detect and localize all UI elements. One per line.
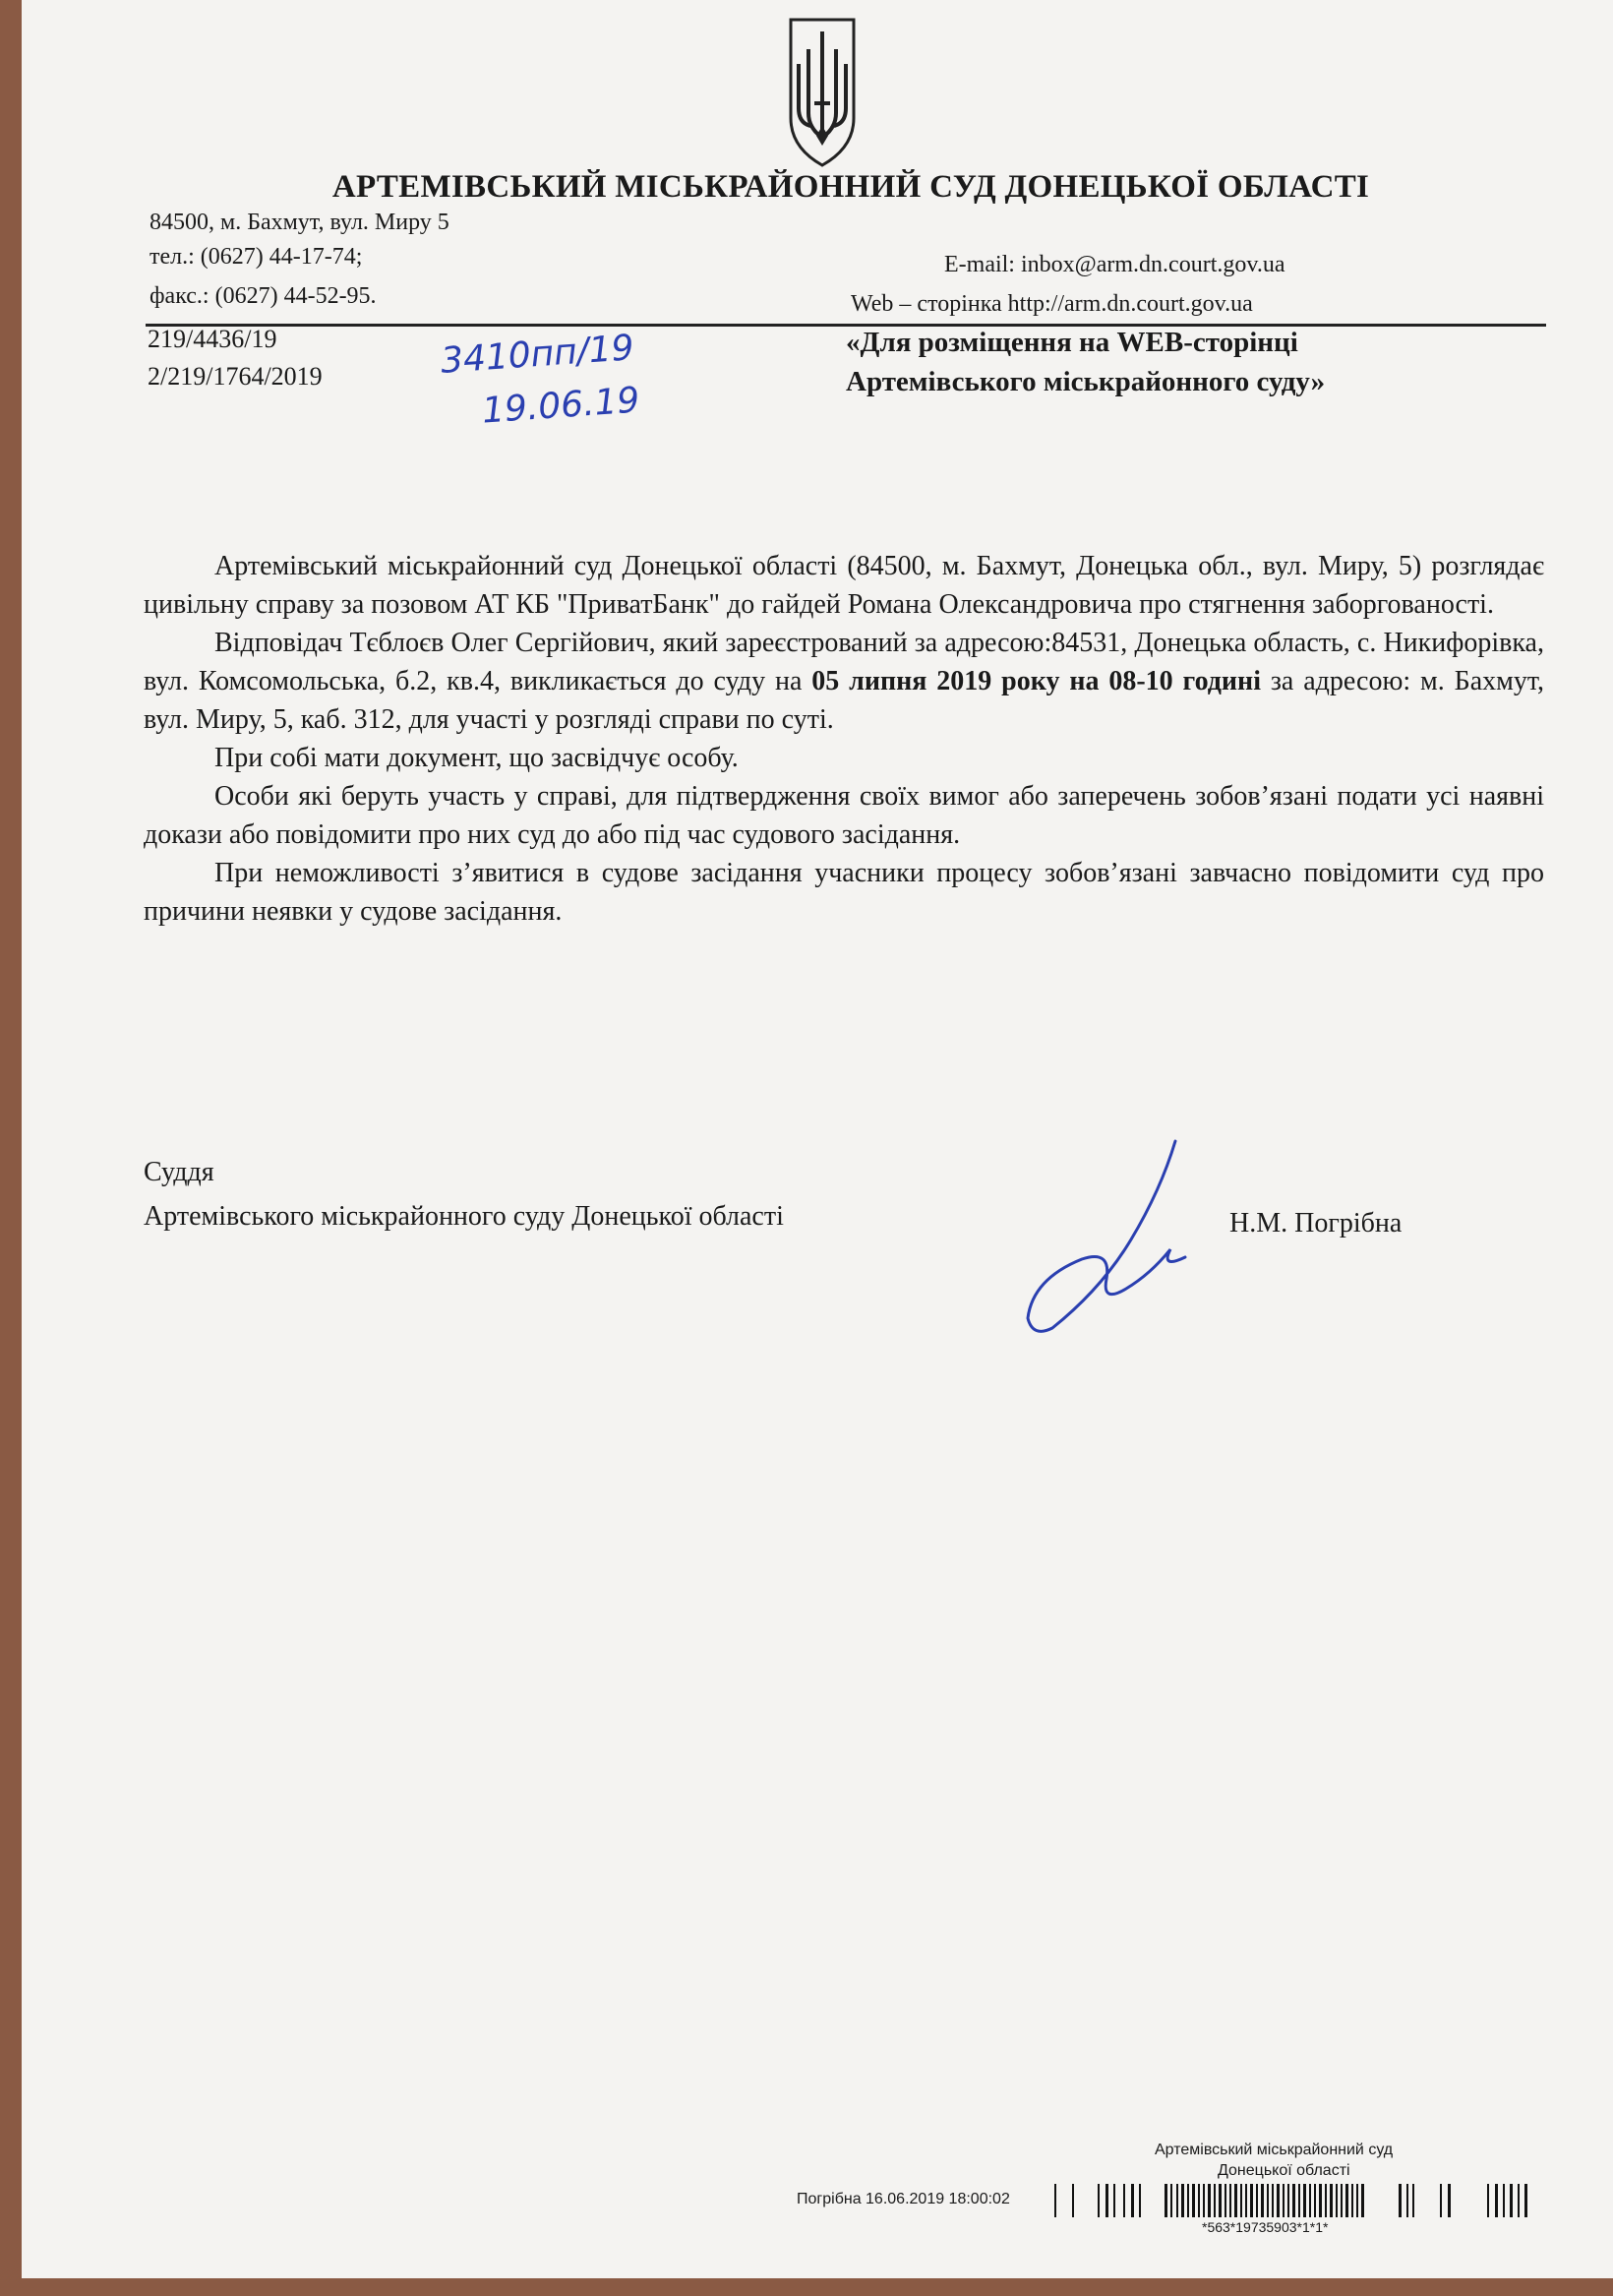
- signatory-organization: Артемівського міськрайонного суду Донецької області: [144, 1201, 784, 1232]
- body-paragraph-4: Особи які беруть участь у справі, для підтвердження своїх вимог або заперечень зобов’язані подати усі наявні докази або повідомити про них суд до або під час судового засідання.: [144, 781, 1544, 850]
- letter-body: [144, 547, 1544, 931]
- court-email: E-mail: inbox@arm.dn.court.gov.ua: [944, 252, 1285, 277]
- publication-notice: [846, 323, 1325, 401]
- court-website: Web – сторінка http://arm.dn.court.gov.ua: [851, 291, 1253, 317]
- case-number: 219/4436/19: [148, 325, 277, 353]
- notice-line-1: «Для розміщення на WEB-сторінці: [846, 327, 1298, 358]
- handwritten-outgoing-number: 3410пп/19: [439, 328, 635, 382]
- court-name-heading: АРТЕМІВСЬКИЙ МІСЬКРАЙОННИЙ СУД ДОНЕЦЬКОЇ ОБЛАСТІ: [331, 169, 1370, 205]
- body-paragraph-3: При собі мати документ, що засвідчує особу.: [214, 743, 739, 773]
- case-references: [148, 321, 323, 395]
- hearing-date-time: 05 липня 2019 року на 08-10 годині: [811, 666, 1261, 696]
- body-paragraph-2: [144, 624, 1544, 739]
- barcode-icon: [1054, 2184, 1536, 2217]
- court-phone: тел.: (0627) 44-17-74;: [149, 244, 363, 270]
- proceeding-number: 2/219/1764/2019: [148, 362, 323, 391]
- signatory-name: Н.М. Погрібна: [1229, 1208, 1403, 1239]
- stamp-court-line-1: Артемівський міськрайонний суд: [1155, 2142, 1394, 2158]
- summons-text-start: Відповідач Тєблоєв Олег Сергійович, який зареєстрований за адресою:84531, Донецька область, с. Никифорівка, вул. Комсомольська, б.2, кв.4, викликається до суду на: [144, 628, 1544, 696]
- court-fax: факс.: (0627) 44-52-95.: [149, 283, 377, 309]
- barcode-number: *563*19735903*1*1*: [1202, 2219, 1329, 2235]
- signatory-title: Суддя: [144, 1157, 214, 1187]
- body-paragraph-1: Артемівський міськрайонний суд Донецької області (84500, м. Бахмут, Донецька обл., вул. Миру, 5) розглядає цивільну справу за позовом АТ КБ "ПриватБанк" до гайдей Романа Олександровича про стягнення заборгованості.: [144, 551, 1544, 620]
- stamp-court-line-2: Донецької області: [1218, 2162, 1350, 2179]
- court-address: 84500, м. Бахмут, вул. Миру 5: [149, 210, 449, 235]
- notice-line-2: Артемівського міськрайонного суду»: [846, 366, 1326, 397]
- summons-text-end: за адресою: м. Бахмут, вул. Миру, 5, каб. 312, для участі у розгляді справи по суті.: [144, 666, 1544, 735]
- body-paragraph-5: При неможливості з’явитися в судове засідання учасники процесу зобов’язані завчасно повідомити суд про причини неявки у судове засідання.: [144, 858, 1544, 927]
- handwritten-signature-icon: [1013, 1131, 1210, 1338]
- trident-coat-of-arms-icon: [787, 10, 858, 167]
- registration-stamp: Погрібна 16.06.2019 18:00:02: [797, 2191, 1010, 2207]
- handwritten-date: 19.06.19: [480, 380, 641, 432]
